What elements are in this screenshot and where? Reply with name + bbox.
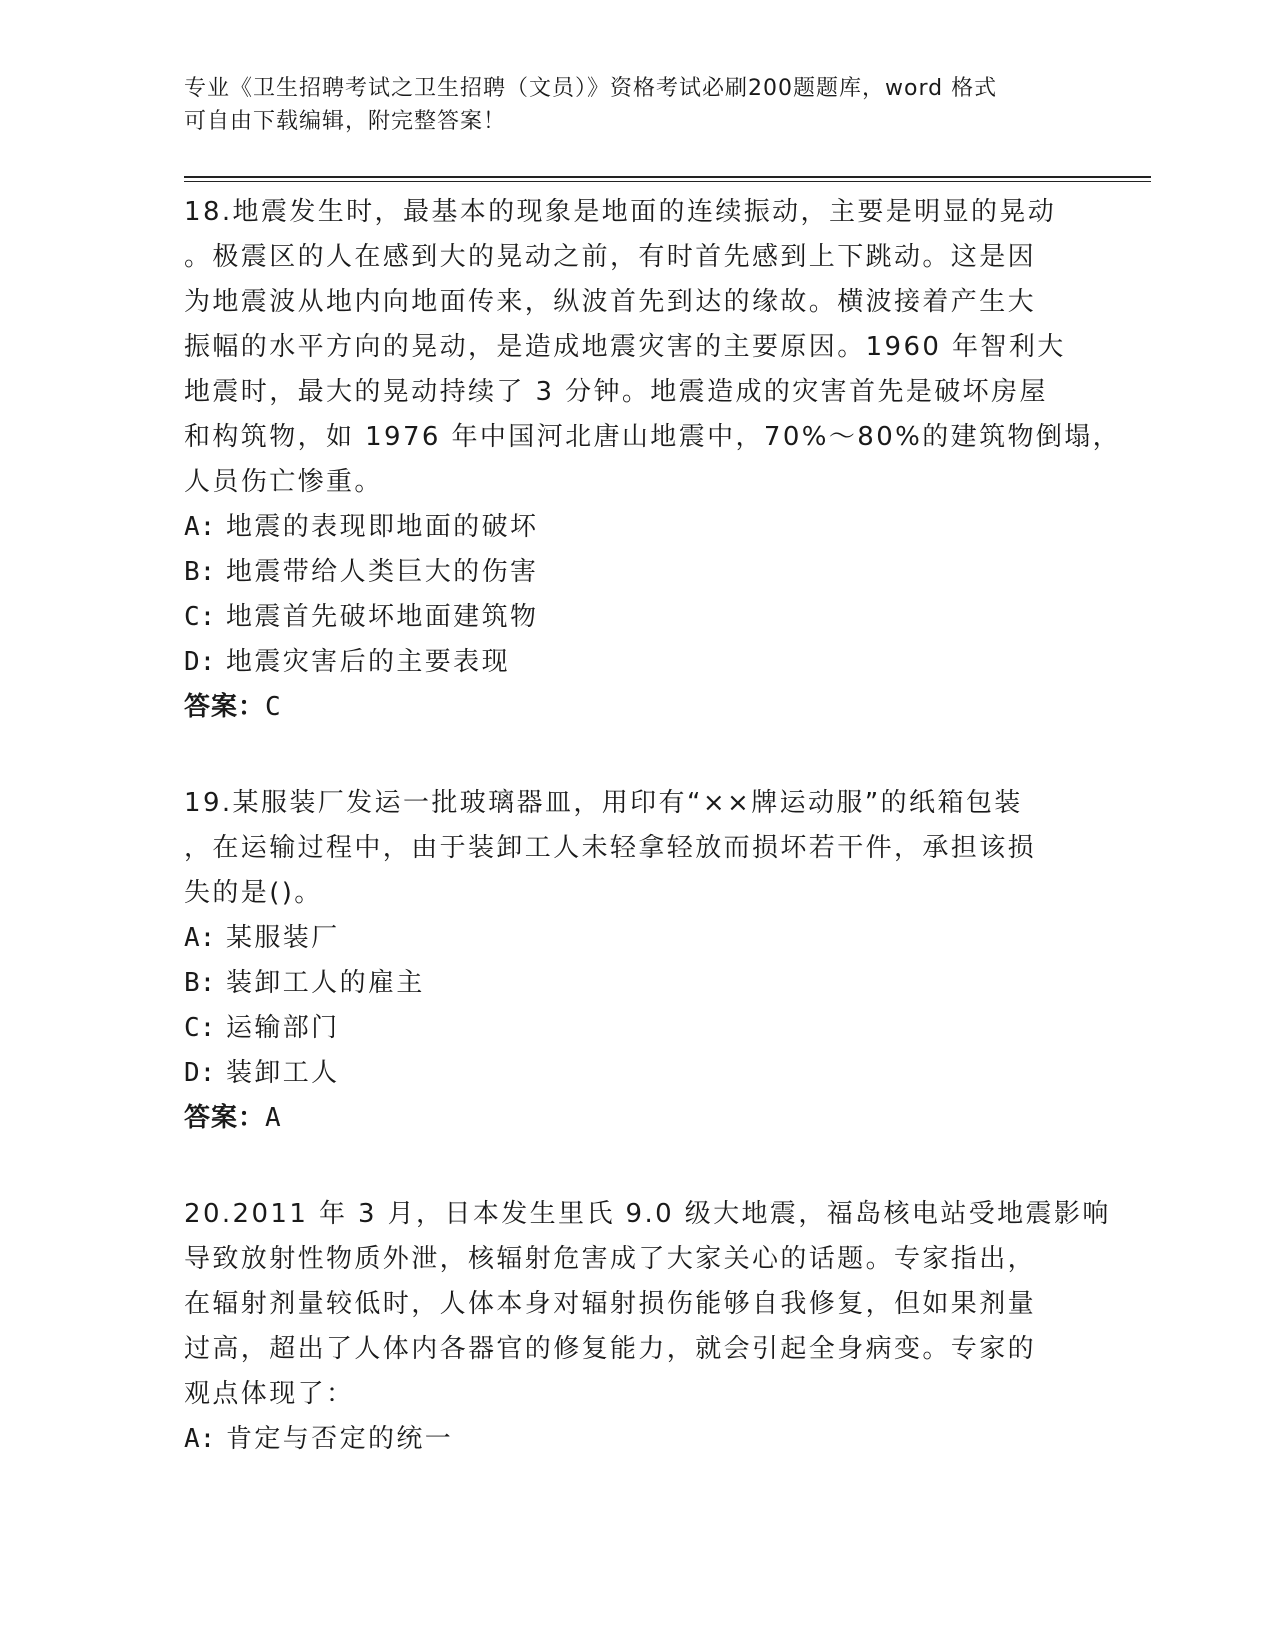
- option-text: 装卸工人: [225, 1058, 340, 1088]
- option-a: [184, 916, 1074, 961]
- header-title-line-2: 可自由下载编辑，附完整答案！: [184, 109, 507, 134]
- answer-label: 答案：: [184, 692, 266, 722]
- question-stem-line: 人员伤亡惨重。: [184, 467, 383, 497]
- question-stem-line: 19.某服装厂发运一批玻璃器皿，用印有“××牌运动服”的纸箱包装: [184, 788, 1023, 818]
- question-20: [184, 1192, 1111, 1462]
- answer: [184, 1096, 1074, 1141]
- question-stem-line: 和构筑物，如 1976 年中国河北唐山地震中，70%～80%的建筑物倒塌，: [184, 422, 1122, 452]
- question-stem-line: 18.地震发生时，最基本的现象是地面的连续振动，主要是明显的晃动: [184, 197, 1057, 227]
- question-stem-line: 失的是()。: [184, 878, 323, 908]
- option-text: 肯定与否定的统一: [225, 1424, 454, 1454]
- question-spacer: [184, 730, 1074, 781]
- question-stem-line: 地震时，最大的晃动持续了 3 分钟。地震造成的灾害首先是破坏房屋: [184, 377, 1048, 407]
- answer-value: C: [265, 692, 282, 722]
- question-18: [184, 190, 1122, 730]
- question-stem-line: 为地震波从地内向地面传来，纵波首先到达的缘故。横波接着产生大: [184, 287, 1037, 317]
- option-a: [184, 505, 1074, 550]
- option-d: [184, 640, 1074, 685]
- question-list: [184, 190, 1122, 1462]
- answer: [184, 685, 1074, 730]
- option-d: [184, 1051, 1074, 1096]
- option-text: 装卸工人的雇主: [225, 968, 425, 998]
- option-text: 某服装厂: [225, 923, 340, 953]
- option-text: 地震的表现即地面的破坏: [225, 512, 539, 542]
- question-stem: [184, 190, 1122, 505]
- option-c: [184, 595, 1074, 640]
- option-letter: A:: [184, 512, 216, 542]
- option-letter: D:: [184, 1058, 216, 1088]
- question-stem-line: 振幅的水平方向的晃动，是造成地震灾害的主要原因。1960 年智利大: [184, 332, 1066, 362]
- option-letter: C:: [184, 602, 216, 632]
- option-letter: A:: [184, 923, 216, 953]
- question-stem: [184, 781, 1074, 916]
- option-text: 运输部门: [225, 1013, 340, 1043]
- header-divider: [184, 176, 1151, 182]
- page-header: [184, 72, 1064, 138]
- option-text: 地震带给人类巨大的伤害: [225, 557, 539, 587]
- option-letter: B:: [184, 968, 216, 998]
- question-stem-line: 观点体现了：: [184, 1379, 355, 1409]
- answer-label: 答案：: [184, 1103, 266, 1133]
- question-stem-line: 20.2011 年 3 月，日本发生里氏 9.0 级大地震，福岛核电站受地震影响: [184, 1199, 1111, 1229]
- option-b: [184, 961, 1074, 1006]
- header-title-line-1: 专业《卫生招聘考试之卫生招聘（文员）》资格考试必刷200题题库，word 格式: [184, 76, 998, 101]
- question-stem-line: 。极震区的人在感到大的晃动之前，有时首先感到上下跳动。这是因: [184, 242, 1037, 272]
- option-letter: C:: [184, 1013, 216, 1043]
- option-letter: A:: [184, 1424, 216, 1454]
- option-b: [184, 550, 1074, 595]
- question-stem-line: ，在运输过程中，由于装卸工人未轻拿轻放而损坏若干件，承担该损: [184, 833, 1037, 863]
- option-a: [184, 1417, 1074, 1462]
- option-letter: D:: [184, 647, 216, 677]
- option-text: 地震首先破坏地面建筑物: [225, 602, 539, 632]
- question-spacer: [184, 1141, 1074, 1192]
- question-stem-line: 在辐射剂量较低时，人体本身对辐射损伤能够自我修复，但如果剂量: [184, 1289, 1037, 1319]
- option-text: 地震灾害后的主要表现: [225, 647, 510, 677]
- question-stem: [184, 1192, 1111, 1417]
- answer-value: A: [265, 1103, 282, 1133]
- question-stem-line: 过高，超出了人体内各器官的修复能力，就会引起全身病变。专家的: [184, 1334, 1037, 1364]
- option-letter: B:: [184, 557, 216, 587]
- question-19: [184, 781, 1074, 1141]
- option-c: [184, 1006, 1074, 1051]
- question-stem-line: 导致放射性物质外泄，核辐射危害成了大家关心的话题。专家指出，: [184, 1244, 1037, 1274]
